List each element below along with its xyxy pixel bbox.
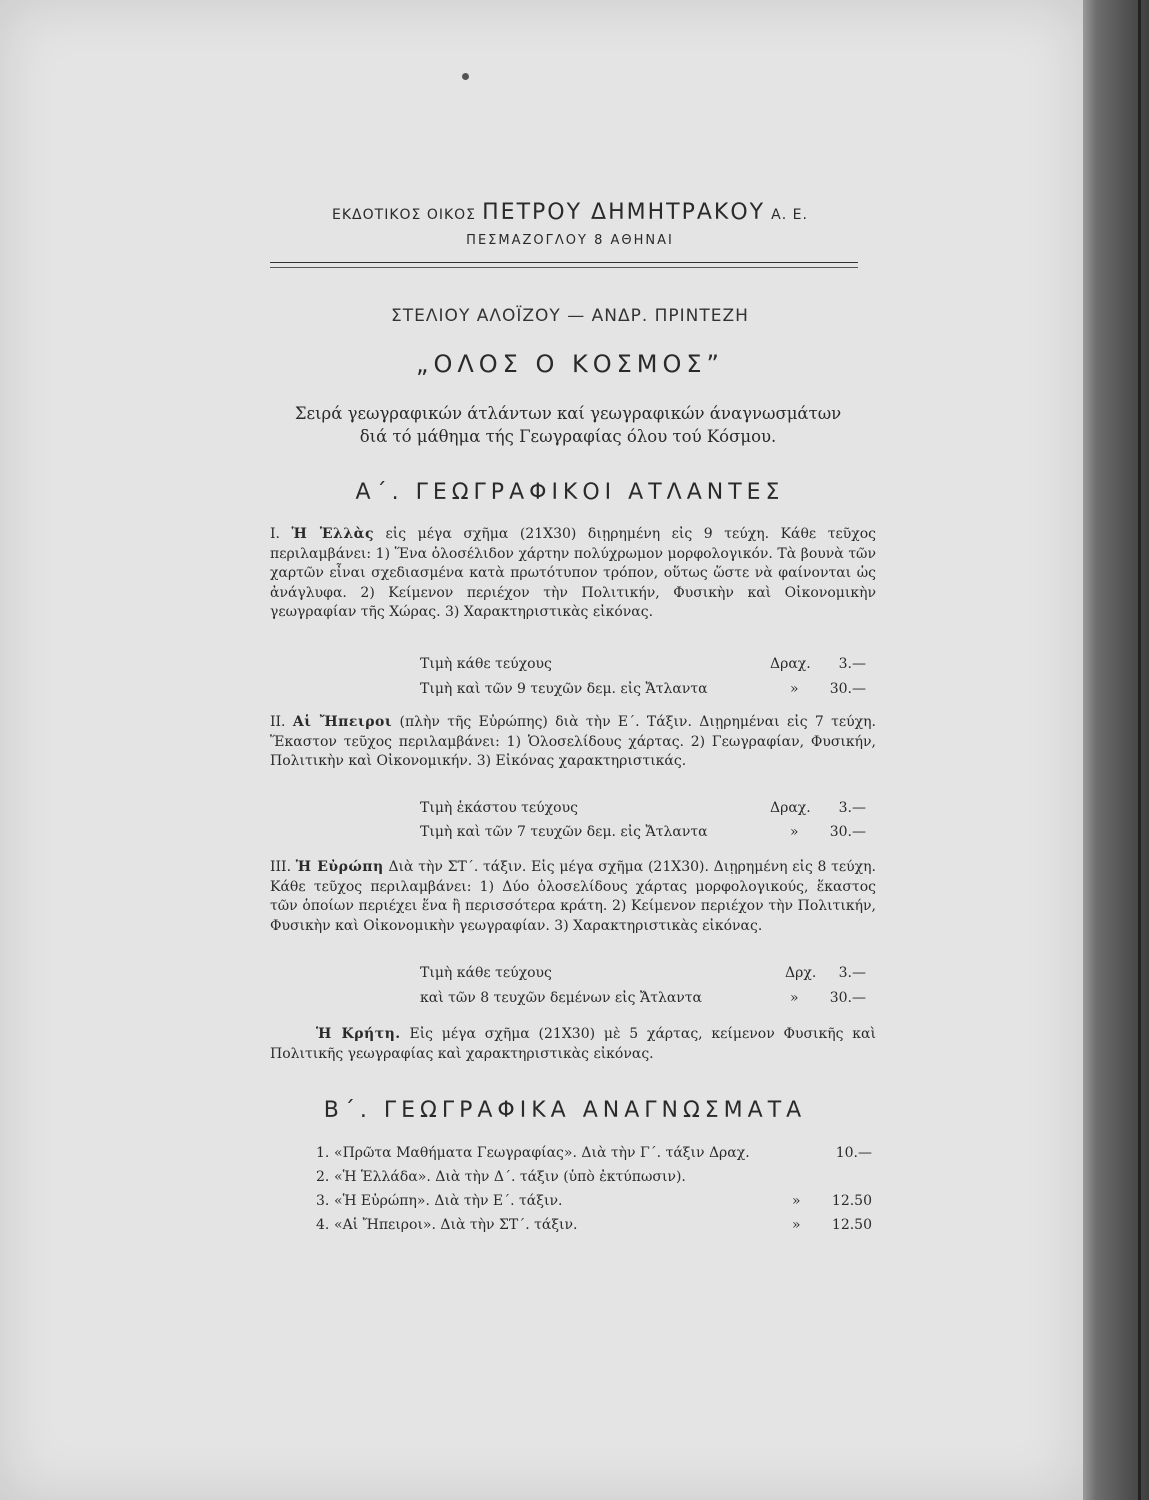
authors: ΣΤΕΛΙΟΥ ΑΛΟΪΖΟΥ — ΑΝΔΡ. ΠΡΙΝΤΕΖΗ — [391, 306, 749, 326]
price-currency: » — [790, 824, 799, 840]
entry-heading: Αἱ Ἤπειροι — [292, 714, 393, 730]
price-currency: » — [790, 681, 799, 697]
publisher-suffix: Α. Ε. — [771, 207, 808, 223]
item-ditto-mark: » — [792, 1193, 801, 1209]
spine-edge — [1138, 0, 1141, 1500]
publisher-name: ΠΕΤΡΟΥ ΔΗΜΗΤΡΑΚΟΥ — [482, 200, 766, 225]
description-line: Σειρά γεωγραφικών άτλάντων καί γεωγραφικών άναγνωσμάτων — [294, 404, 842, 423]
divider-rule-thin — [270, 267, 858, 268]
item-number: 4. — [316, 1217, 330, 1233]
entry-heading: Ἡ Ἑλλὰς — [291, 526, 374, 542]
ink-spot — [462, 73, 469, 80]
entry-text: Εἰς μέγα σχῆμα (21Χ30) μὲ 5 χάρτας, κείμενον Φυσικῆς καὶ Πολιτικῆς γεωγραφίας καὶ χαρακτηριστικὰς εἰκόνας. — [270, 1026, 877, 1062]
price-currency: Δρχ. — [785, 965, 817, 981]
item-amount: 12.50 — [831, 1217, 872, 1233]
price-row — [420, 800, 872, 820]
price-label: Τιμὴ κάθε τεύχους — [420, 656, 552, 672]
list-item — [316, 1217, 876, 1239]
publisher-line — [270, 200, 870, 225]
price-label: καὶ τῶν 8 τευχῶν δεμένων εἰς Ἄτλαντα — [420, 990, 703, 1006]
price-row — [420, 681, 872, 701]
item-number: 2. — [316, 1169, 330, 1185]
entry-number: II. — [270, 714, 286, 730]
list-item — [316, 1193, 876, 1215]
item-text: «Πρῶτα Μαθήματα Γεωγραφίας». Διὰ τὴν Γ΄. τάξιν Δραχ. — [334, 1145, 750, 1161]
entry-number: I. — [270, 526, 280, 542]
price-amount: 3.— — [838, 965, 866, 981]
price-amount: 3.— — [838, 800, 866, 816]
series-title: „ΟΛΟΣ Ο ΚΟΣΜΟΣ” — [416, 350, 724, 378]
price-amount: 30.— — [829, 990, 866, 1006]
section-a-title: Α΄. ΓΕΩΓΡΑΦΙΚΟΙ ΑΤΛΑΝΤΕΣ — [355, 480, 785, 505]
entry-paragraph — [270, 713, 876, 772]
series-description — [258, 402, 878, 448]
entry-heading: Ἡ Κρήτη. — [316, 1026, 401, 1042]
item-text: «Αἱ Ἤπειροι». Διὰ τὴν ΣΤ΄. τάξιν. — [334, 1217, 578, 1233]
price-amount: 30.— — [829, 824, 866, 840]
price-label: Τιμὴ κάθε τεύχους — [420, 965, 552, 981]
item-ditto-mark: » — [792, 1217, 801, 1233]
item-amount: 12.50 — [831, 1193, 872, 1209]
entry-text: Διὰ τὴν ΣΤ΄. τάξιν. Εἰς μέγα σχῆμα (21Χ30). Διῃρημένη εἰς 8 τεύχη. Κάθε τεῦχος περιλαμβάνει: 1) Δύο ὁλοσελίδους χάρτας μορφολογικούς, ἕκαστος τῶν ὁποίων περιέχει ἕνα ἢ περισσότερα κράτη. 2) Κείμενον περιέχον τὴν Πολιτικήν, Φυσικὴν καὶ Οἰκονομικὴν γεωγραφίαν. 3) Χαρακτηριστικὰς εἰκόνας. — [270, 859, 877, 934]
item-number: 1. — [316, 1145, 330, 1161]
section-b-title: Β΄. ΓΕΩΓΡΑΦΙΚΑ ΑΝΑΓΝΩΣΜΑΤΑ — [323, 1098, 807, 1123]
entry-paragraph — [270, 858, 876, 936]
price-row — [420, 965, 872, 985]
description-line: διά τό μάθημα τής Γεωγραφίας όλου τού Κόσμου. — [359, 427, 777, 446]
price-currency: Δραχ. — [770, 800, 811, 816]
publisher-address: ΠΕΣΜΑΖΟΓΛΟΥ 8 ΑΘΗΝΑΙ — [466, 233, 674, 248]
entry-number: III. — [270, 859, 292, 875]
item-text: «Ἡ Ἑλλάδα». Διὰ τὴν Δ΄. τάξιν (ὑπὸ ἐκτύπωσιν). — [334, 1169, 686, 1185]
price-row — [420, 990, 872, 1010]
price-label: Τιμὴ καὶ τῶν 9 τευχῶν δεμ. εἰς Ἄτλαντα — [420, 681, 708, 697]
price-amount: 3.— — [838, 656, 866, 672]
divider-rule — [270, 262, 858, 263]
publisher-prefix: ΕΚΔΟΤΙΚΟΣ ΟΙΚΟΣ — [332, 207, 477, 223]
item-amount: 10.— — [835, 1145, 872, 1161]
item-text: «Ἡ Εὐρώπη». Διὰ τὴν Ε΄. τάξιν. — [334, 1193, 563, 1209]
price-row — [420, 656, 872, 676]
price-currency: Δραχ. — [770, 656, 811, 672]
entry-paragraph — [270, 1025, 876, 1064]
entry-heading: Ἡ Εὐρώπη — [295, 859, 384, 875]
price-amount: 30.— — [829, 681, 866, 697]
price-row — [420, 824, 872, 844]
price-currency: » — [790, 990, 799, 1006]
entry-paragraph — [270, 525, 876, 623]
entry-text: (πλὴν τῆς Εὐρώπης) διὰ τὴν Ε΄. Τάξιν. Διῃρημέναι εἰς 7 τεύχη. Ἕκαστον τεῦχος περιλαμβάνει: 1) Ὁλοσελίδους χάρτας. 2) Γεωγραφίαν, Φυσικήν, Πολιτικὴν καὶ Οἰκονομικήν. 3) Εἰκόνας χαρακτηριστικάς. — [270, 714, 877, 769]
price-label: Τιμὴ ἑκάστου τεύχους — [420, 800, 578, 816]
item-number: 3. — [316, 1193, 330, 1209]
price-label: Τιμὴ καὶ τῶν 7 τευχῶν δεμ. εἰς Ἄτλαντα — [420, 824, 708, 840]
list-item — [316, 1169, 876, 1191]
list-item — [316, 1145, 876, 1167]
entry-text: εἰς μέγα σχῆμα (21Χ30) διῃρημένη εἰς 9 τεύχη. Κάθε τεῦχος περιλαμβάνει: 1) Ἕνα ὁλοσέλιδον χάρτην πολύχρωμον μορφολογικόν. Τὰ βουνὰ τῶν χαρτῶν εἶναι σχεδιασμένα κατὰ πρωτότυπον τρόπον, οὕτως ὥστε νὰ φαίνονται ὡς ἀνάγλυφα. 2) Κείμενον περιέχον τὴν Πολιτικήν, Φυσικὴν καὶ Οἰκονομικὴν γεωγραφίαν τῆς Χώρας. 3) Χαρακτηριστικὰς εἰκόνας. — [270, 526, 876, 620]
